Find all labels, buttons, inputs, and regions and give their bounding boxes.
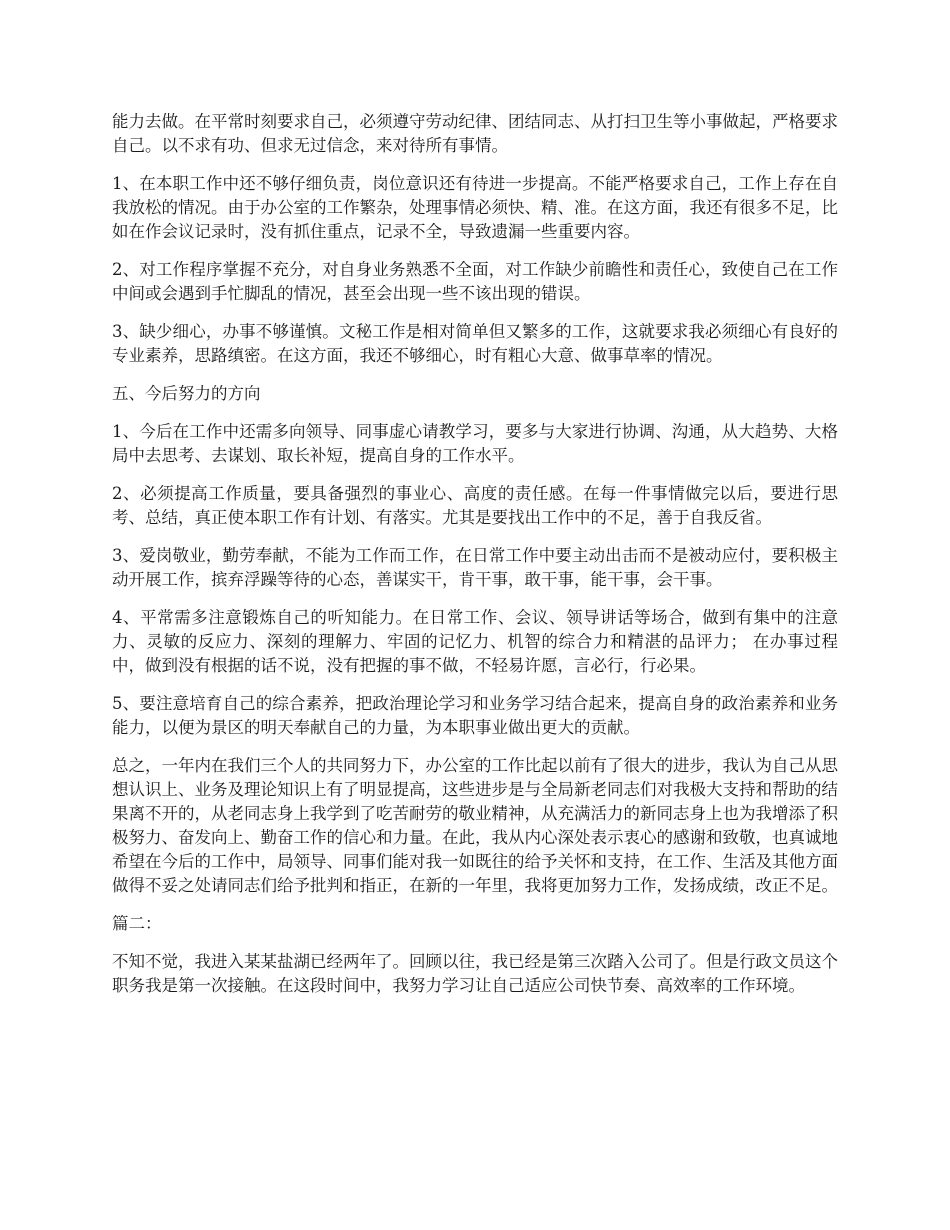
paragraph-part-two-intro: 不知不觉，我进入某某盐湖已经两年了。回顾以往，我已经是第三次踏入公司了。但是行政文员这个职务我是第一次接触。在这段时间中，我努力学习让自己适应公司快节奏、高效率的工作环境。 bbox=[112, 952, 838, 995]
paragraph-direction-2: 2、必须提高工作质量，要具备强烈的事业心、高度的责任感。在每一件事情做完以后，要进行思考、总结，真正使本职工作有计划、有落实。尤其是要找出工作中的不足，善于自我反省。 bbox=[112, 484, 838, 527]
section-heading-part-two: 篇二： bbox=[112, 914, 162, 933]
paragraph-direction-5: 5、要注意培育自己的综合素养，把政治理论学习和业务学习结合起来，提高自身的政治素养和业务能力，以便为景区的明天奉献自己的力量，为本职事业做出更大的贡献。 bbox=[112, 694, 838, 737]
paragraph-direction-1: 1、今后在工作中还需多向领导、同事虚心请教学习，要多与大家进行协调、沟通，从大趋势、大格局中去思考、去谋划、取长补短，提高自身的工作水平。 bbox=[112, 422, 838, 465]
paragraph-shortcoming-3: 3、缺少细心，办事不够谨慎。文秘工作是相对简单但又繁多的工作，这就要求我必须细心有良好的专业素养，思路缜密。在这方面，我还不够细心，时有粗心大意、做事草率的情况。 bbox=[112, 322, 838, 365]
paragraph-shortcoming-2: 2、对工作程序掌握不充分，对自身业务熟悉不全面，对工作缺少前瞻性和责任心，致使自己在工作中间或会遇到手忙脚乱的情况，甚至会出现一些不该出现的错误。 bbox=[112, 260, 838, 303]
document-body bbox=[112, 110, 838, 1012]
paragraph-shortcoming-1: 1、在本职工作中还不够仔细负责，岗位意识还有待进一步提高。不能严格要求自己，工作上存在自我放松的情况。由于办公室的工作繁杂，处理事情必须快、精、准。在这方面，我还有很多不足，比如在作会议记录时，没有抓住重点，记录不全，导致遗漏一些重要内容。 bbox=[112, 174, 838, 241]
section-heading-future-direction: 五、今后努力的方向 bbox=[112, 384, 261, 403]
paragraph-conclusion: 总之，一年内在我们三个人的共同努力下，办公室的工作比起以前有了很大的进步，我认为自己从思想认识上、业务及理论知识上有了明显提高，这些进步是与全局新老同志们对我极大支持和帮助的结果离不开的，从老同志身上我学到了吃苦耐劳的敬业精神，从充满活力的新同志身上也为我增添了积极努力、奋发向上、勤奋工作的信心和力量。在此，我从内心深处表示衷心的感谢和致敬，也真诚地希望在今后的工作中，局领导、同事们能对我一如既往的给予关怀和支持，在工作、生活及其他方面做得不妥之处请同志们给予批判和指正，在新的一年里，我将更加努力工作，发扬成绩，改正不足。 bbox=[112, 756, 838, 895]
paragraph-direction-3: 3、爱岗敬业，勤劳奉献，不能为工作而工作，在日常工作中要主动出击而不是被动应付，要积极主动开展工作，摈弃浮躁等待的心态，善谋实干，肯干事，敢干事，能干事，会干事。 bbox=[112, 546, 838, 589]
paragraph-direction-4: 4、平常需多注意锻炼自己的听知能力。在日常工作、会议、领导讲话等场合，做到有集中的注意力、灵敏的反应力、深刻的理解力、牢固的记忆力、机智的综合力和精湛的品评力； 在办事过程中，做到没有根据的话不说，没有把握的事不做，不轻易许愿，言必行，行必果。 bbox=[112, 608, 838, 675]
paragraph-intro: 能力去做。在平常时刻要求自己，必须遵守劳动纪律、团结同志、从打扫卫生等小事做起，严格要求自己。以不求有功、但求无过信念，来对待所有事情。 bbox=[112, 112, 838, 155]
